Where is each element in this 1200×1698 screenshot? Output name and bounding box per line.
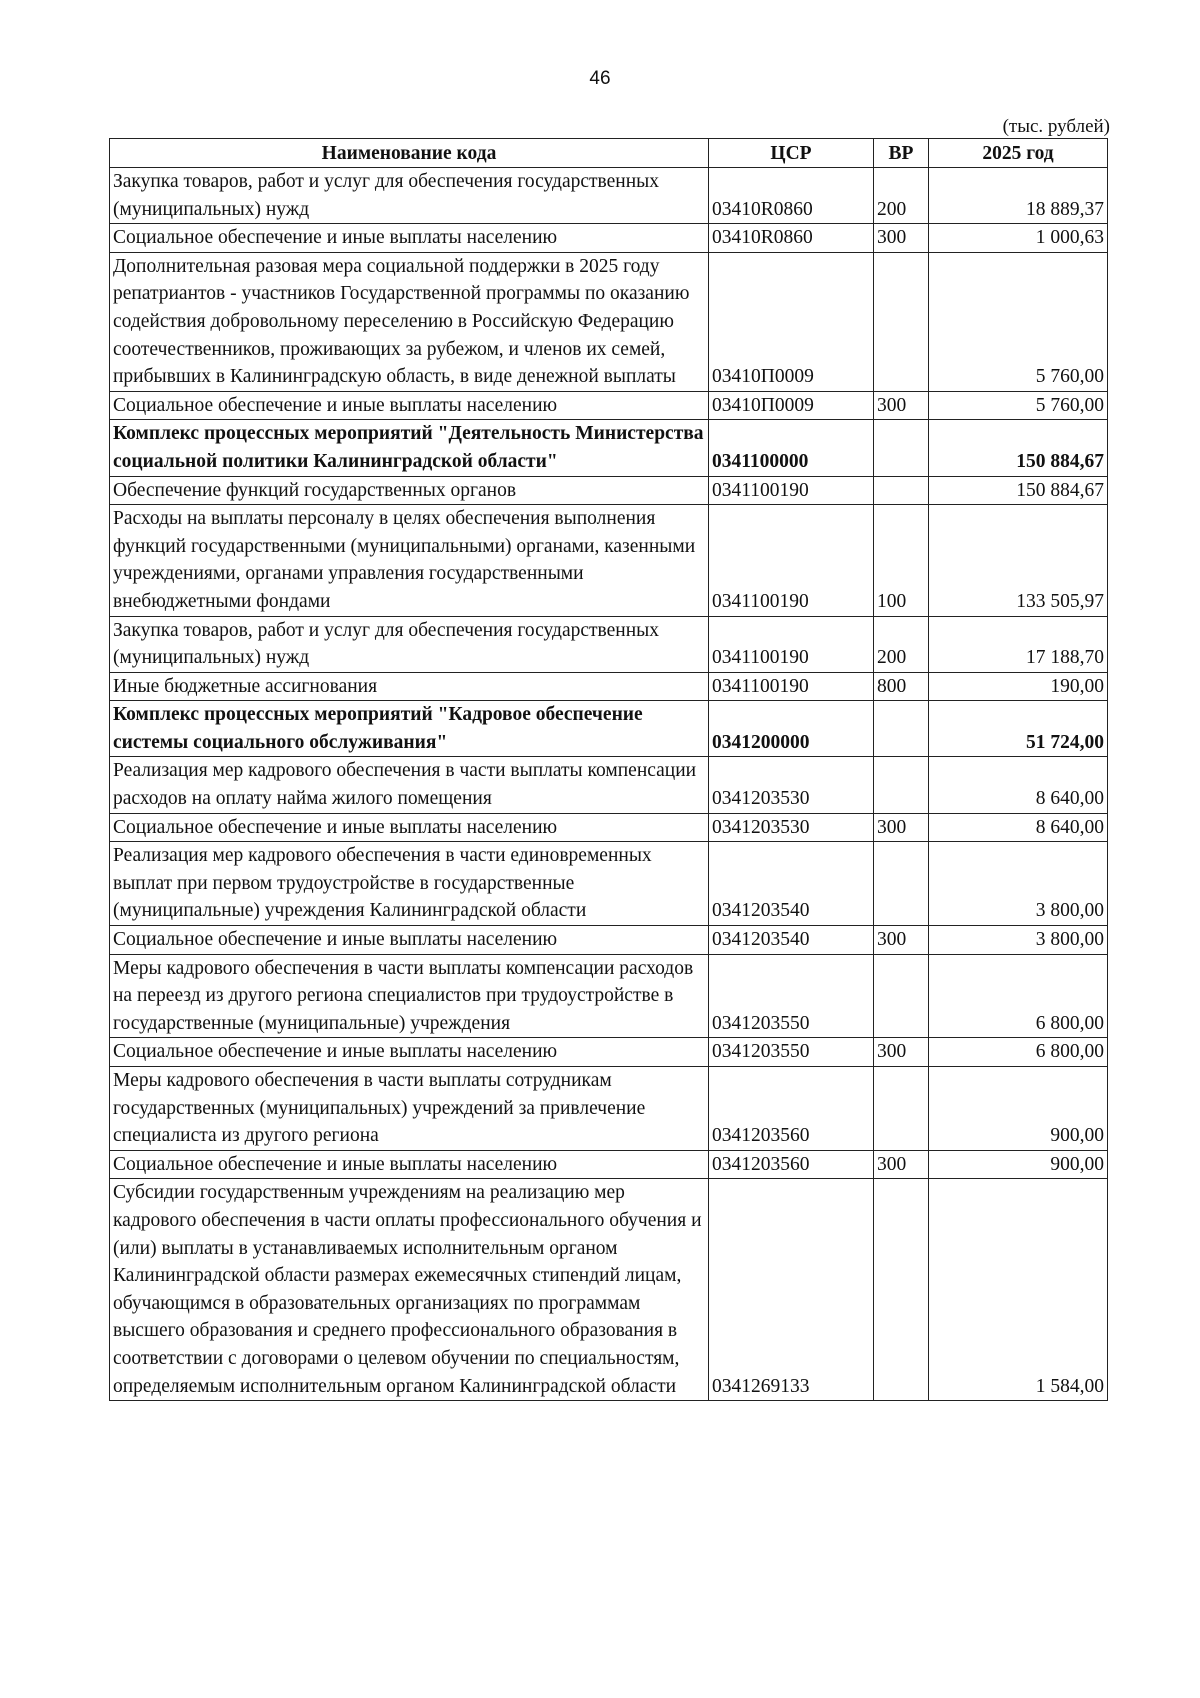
budget-table (109, 138, 1108, 1401)
row-amount-cell: 6 800,00 (929, 954, 1108, 1038)
row-amount-cell: 51 724,00 (929, 701, 1108, 757)
row-amount-cell: 190,00 (929, 672, 1108, 701)
row-csr-cell: 03410R0860 (709, 168, 874, 224)
row-csr-cell: 0341203530 (709, 813, 874, 842)
row-csr-cell: 0341269133 (709, 1179, 874, 1401)
row-name-cell: Закупка товаров, работ и услуг для обеспечения государственных (муниципальных) нужд (110, 168, 709, 224)
table-row (110, 1067, 1108, 1151)
table-row (110, 1179, 1108, 1401)
row-amount-cell: 8 640,00 (929, 813, 1108, 842)
row-vr-cell (874, 420, 929, 476)
table-row (110, 926, 1108, 955)
row-vr-cell: 200 (874, 616, 929, 672)
row-csr-cell: 0341200000 (709, 701, 874, 757)
row-csr-cell: 0341203560 (709, 1150, 874, 1179)
table-row (110, 813, 1108, 842)
row-name-cell: Социальное обеспечение и иные выплаты населению (110, 1038, 709, 1067)
table-row (110, 672, 1108, 701)
row-amount-cell: 5 760,00 (929, 391, 1108, 420)
row-name-cell: Социальное обеспечение и иные выплаты населению (110, 224, 709, 253)
header-name: Наименование кода (110, 139, 709, 168)
table-row (110, 842, 1108, 926)
row-name-cell: Комплекс процессных мероприятий "Кадровое обеспечение системы социального обслуживания" (110, 701, 709, 757)
row-name-cell: Социальное обеспечение и иные выплаты населению (110, 391, 709, 420)
row-csr-cell: 0341203540 (709, 842, 874, 926)
table-row (110, 1150, 1108, 1179)
row-name-cell: Закупка товаров, работ и услуг для обеспечения государственных (муниципальных) нужд (110, 616, 709, 672)
table-row (110, 224, 1108, 253)
table-row (110, 954, 1108, 1038)
row-amount-cell: 150 884,67 (929, 476, 1108, 505)
row-vr-cell (874, 954, 929, 1038)
row-csr-cell: 0341100190 (709, 476, 874, 505)
table-row (110, 420, 1108, 476)
row-vr-cell: 300 (874, 1150, 929, 1179)
table-header-row (110, 139, 1108, 168)
row-csr-cell: 0341100190 (709, 505, 874, 616)
table-row (110, 476, 1108, 505)
row-vr-cell (874, 1179, 929, 1401)
row-amount-cell: 133 505,97 (929, 505, 1108, 616)
row-vr-cell: 800 (874, 672, 929, 701)
row-csr-cell: 0341203550 (709, 1038, 874, 1067)
row-vr-cell (874, 701, 929, 757)
row-name-cell: Меры кадрового обеспечения в части выплаты компенсации расходов на переезд из другого региона специалистов при трудоустройстве в государственные (муниципальные) учреждения (110, 954, 709, 1038)
row-name-cell: Иные бюджетные ассигнования (110, 672, 709, 701)
row-csr-cell: 0341203540 (709, 926, 874, 955)
row-amount-cell: 3 800,00 (929, 842, 1108, 926)
row-csr-cell: 0341203550 (709, 954, 874, 1038)
row-vr-cell (874, 1067, 929, 1151)
row-vr-cell: 300 (874, 1038, 929, 1067)
header-amount: 2025 год (929, 139, 1108, 168)
row-vr-cell (874, 842, 929, 926)
table-row (110, 168, 1108, 224)
row-vr-cell: 300 (874, 813, 929, 842)
page-number: 46 (589, 68, 611, 89)
table-row (110, 701, 1108, 757)
table-row (110, 252, 1108, 391)
row-amount-cell: 150 884,67 (929, 420, 1108, 476)
row-name-cell: Дополнительная разовая мера социальной поддержки в 2025 году репатриантов - участников Государственной программы по оказанию содействия добровольному переселению в Российскую Федерацию соотечественников, проживающих за рубежом, и членов их семей, прибывших в Калининградскую область, в виде денежной выплаты (110, 252, 709, 391)
row-csr-cell: 0341100000 (709, 420, 874, 476)
row-amount-cell: 18 889,37 (929, 168, 1108, 224)
table-body (110, 168, 1108, 1401)
row-name-cell: Меры кадрового обеспечения в части выплаты сотрудникам государственных (муниципальных) учреждений за привлечение специалиста из другого региона (110, 1067, 709, 1151)
row-amount-cell: 900,00 (929, 1150, 1108, 1179)
row-csr-cell: 0341100190 (709, 672, 874, 701)
row-name-cell: Обеспечение функций государственных органов (110, 476, 709, 505)
row-vr-cell: 300 (874, 224, 929, 253)
row-amount-cell: 5 760,00 (929, 252, 1108, 391)
table-row (110, 616, 1108, 672)
row-name-cell: Субсидии государственным учреждениям на реализацию мер кадрового обеспечения в части оплаты профессионального обучения и (или) выплаты в устанавливаемых исполнительным органом Калининградской области размерах ежемесячных стипендий лицам, обучающимся в образовательных организациях по программам высшего образования и среднего профессионального образования в соответствии с договорами о целевом обучении по специальностям, определяемым исполнительным органом Калининградской области (110, 1179, 709, 1401)
row-vr-cell: 200 (874, 168, 929, 224)
row-csr-cell: 0341100190 (709, 616, 874, 672)
row-vr-cell (874, 757, 929, 813)
row-vr-cell (874, 476, 929, 505)
row-name-cell: Расходы на выплаты персоналу в целях обеспечения выполнения функций государственными (муниципальными) органами, казенными учреждениями, органами управления государственными внебюджетными фондами (110, 505, 709, 616)
table-row (110, 391, 1108, 420)
table-row (110, 1038, 1108, 1067)
row-amount-cell: 1 584,00 (929, 1179, 1108, 1401)
header-csr: ЦСР (709, 139, 874, 168)
row-name-cell: Социальное обеспечение и иные выплаты населению (110, 1150, 709, 1179)
row-name-cell: Реализация мер кадрового обеспечения в части единовременных выплат при первом трудоустройстве в государственные (муниципальные) учреждения Калининградской области (110, 842, 709, 926)
row-csr-cell: 03410R0860 (709, 224, 874, 253)
row-amount-cell: 17 188,70 (929, 616, 1108, 672)
row-csr-cell: 03410П0009 (709, 391, 874, 420)
row-vr-cell: 300 (874, 391, 929, 420)
table-row (110, 505, 1108, 616)
row-csr-cell: 0341203560 (709, 1067, 874, 1151)
row-csr-cell: 0341203530 (709, 757, 874, 813)
row-name-cell: Реализация мер кадрового обеспечения в части выплаты компенсации расходов на оплату найма жилого помещения (110, 757, 709, 813)
row-name-cell: Социальное обеспечение и иные выплаты населению (110, 813, 709, 842)
row-vr-cell (874, 252, 929, 391)
row-vr-cell: 300 (874, 926, 929, 955)
row-name-cell: Социальное обеспечение и иные выплаты населению (110, 926, 709, 955)
row-amount-cell: 900,00 (929, 1067, 1108, 1151)
row-csr-cell: 03410П0009 (709, 252, 874, 391)
table-row (110, 757, 1108, 813)
row-name-cell: Комплекс процессных мероприятий "Деятельность Министерства социальной политики Калининградской области" (110, 420, 709, 476)
header-vr: ВР (874, 139, 929, 168)
row-amount-cell: 8 640,00 (929, 757, 1108, 813)
row-amount-cell: 3 800,00 (929, 926, 1108, 955)
row-amount-cell: 6 800,00 (929, 1038, 1108, 1067)
row-vr-cell: 100 (874, 505, 929, 616)
units-label: (тыс. рублей) (1002, 116, 1110, 137)
row-amount-cell: 1 000,63 (929, 224, 1108, 253)
